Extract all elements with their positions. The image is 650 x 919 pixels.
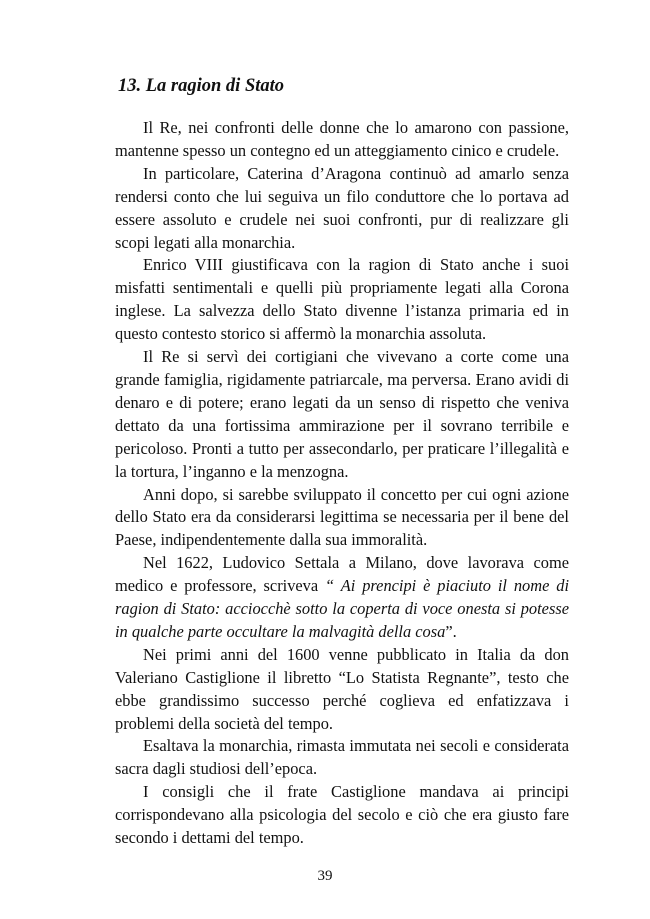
paragraph: Il Re, nei confronti delle donne che lo amarono con passione, mantenne spesso un contegno ed un atteggiamento cinico e crudele. bbox=[115, 118, 569, 160]
chapter-heading: 13. La ragion di Stato bbox=[118, 76, 285, 96]
paragraph: Nei primi anni del 1600 venne pubblicato in Italia da don Valeriano Castiglione il libretto “Lo Statista Regnante”, testo che ebbe grandissimo successo perché coglieva ed enfatizzava i problemi della società del tempo. bbox=[115, 644, 569, 733]
paragraph: In particolare, Caterina d’Aragona continuò ad amarlo senza rendersi conto che lui seguiva un filo conduttore che lo portava ad essere assoluto e crudele nei suoi confronti, pur di realizzare gli scopi legati alla monarchia. bbox=[115, 163, 569, 252]
paragraph: I consigli che il frate Castiglione mandava ai principi corrispondevano alla psicologia del secolo e ciò che era giusto fare secondo i dettami del tempo. bbox=[115, 782, 569, 848]
paragraph: Esaltava la monarchia, rimasta immutata nei secoli e considerata sacra dagli studiosi dell’epoca. bbox=[115, 736, 569, 779]
paragraph: Il Re si servì dei cortigiani che vivevano a corte come una grande famiglia, rigidamente patriarcale, ma perversa. Erano avidi di denaro e di potere; erano legati da un senso di rispetto che veniva dettato da una fortissima ammirazione per il sovrano terribile e pericoloso. Pronti a tutto per assecondarlo, per praticare l’illegalità e la tortura, l’inganno e la menzogna. bbox=[115, 347, 569, 481]
chapter-body bbox=[115, 117, 569, 850]
paragraph-with-quote bbox=[115, 552, 569, 644]
page-number: 39 bbox=[317, 868, 333, 884]
paragraph: Enrico VIII giustificava con la ragion di Stato anche i suoi misfatti sentimentali e quelli più propriamente legati alla Corona inglese. La salvezza dello Stato divenne l’istanza primaria ed in questo contesto storico si affermò la monarchia assoluta. bbox=[115, 255, 569, 344]
paragraph-text: ”. bbox=[445, 621, 457, 641]
paragraph-text: Nel 1622, Ludovico Settala a Milano, dove lavorava come medico e professore, scriveva bbox=[115, 553, 569, 596]
paragraph: Anni dopo, si sarebbe sviluppato il concetto per cui ogni azione dello Stato era da considerarsi legittima se necessaria per il bene del Paese, indipendentemente dalla sua immoralità. bbox=[115, 484, 569, 550]
quotation: “ Ai prencipi è piaciuto il nome di ragion di Stato: acciocchè sotto la coperta di voce onesta si potesse in qualche parte occultare la malvagità della cosa bbox=[115, 576, 569, 641]
